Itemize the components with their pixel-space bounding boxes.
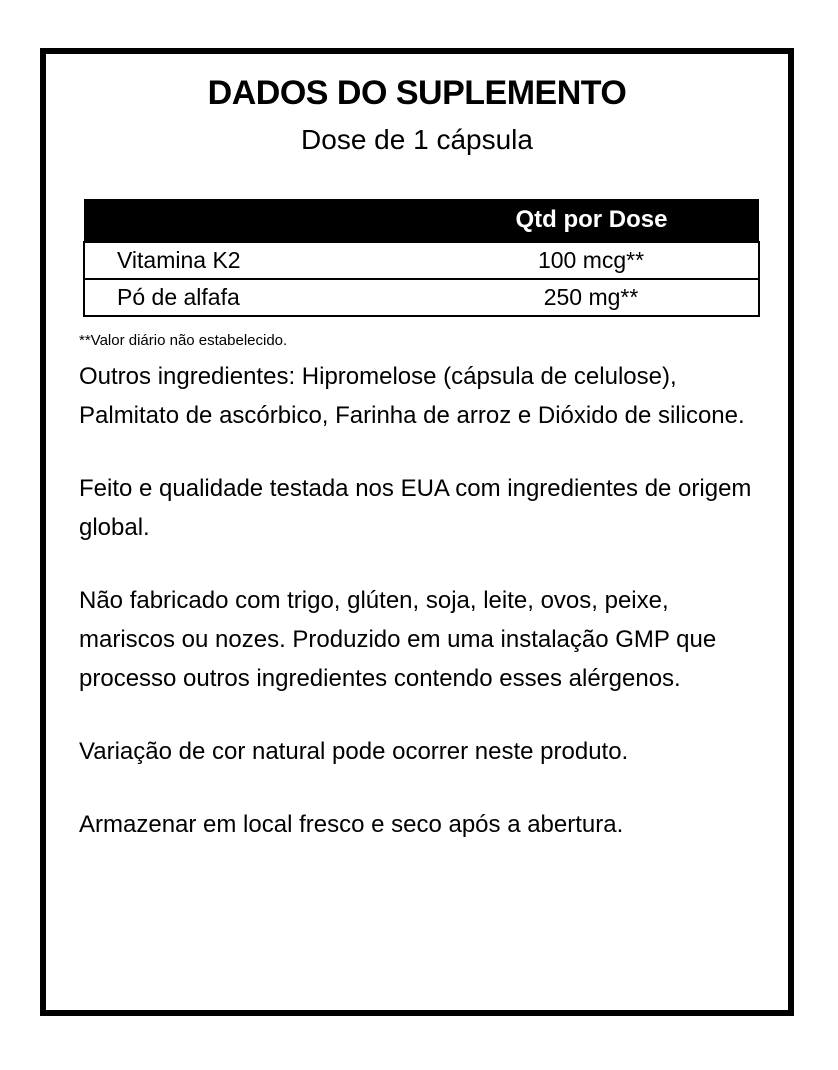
- ingredient-name: Pó de alfafa: [84, 279, 424, 316]
- ingredient-name: Vitamina K2: [84, 242, 424, 279]
- storage-paragraph: Armazenar em local fresco e seco após a abertura.: [79, 811, 624, 838]
- table-row: [84, 279, 759, 316]
- serving-size: Dose de 1 cápsula: [301, 124, 533, 155]
- label-title: DADOS DO SUPLEMENTO: [207, 74, 627, 112]
- supplement-facts-label: [40, 48, 794, 1016]
- table-header-row: [84, 199, 759, 242]
- facts-table: [83, 199, 760, 317]
- ingredient-amount: 100 mcg**: [424, 242, 759, 279]
- daily-value-footnote: **Valor diário não estabelecido.: [79, 332, 288, 349]
- header-blank-cell: [84, 199, 424, 242]
- color-variation-paragraph: Variação de cor natural pode ocorrer neste produto.: [79, 738, 629, 765]
- header-amount-per-dose: Qtd por Dose: [424, 199, 759, 242]
- origin-paragraph: Feito e qualidade testada nos EUA com ingredientes de origem global.: [79, 475, 752, 541]
- allergen-paragraph: Não fabricado com trigo, glúten, soja, leite, ovos, peixe, mariscos ou nozes. Produzido em uma instalação GMP que processo outros ingredientes contendo esses alérgenos.: [79, 587, 717, 692]
- label-body-text: [79, 357, 759, 878]
- other-ingredients-paragraph: Outros ingredientes: Hipromelose (cápsula de celulose), Palmitato de ascórbico, Farinha de arroz e Dióxido de silicone.: [79, 363, 745, 429]
- ingredient-amount: 250 mg**: [424, 279, 759, 316]
- table-row: [84, 242, 759, 279]
